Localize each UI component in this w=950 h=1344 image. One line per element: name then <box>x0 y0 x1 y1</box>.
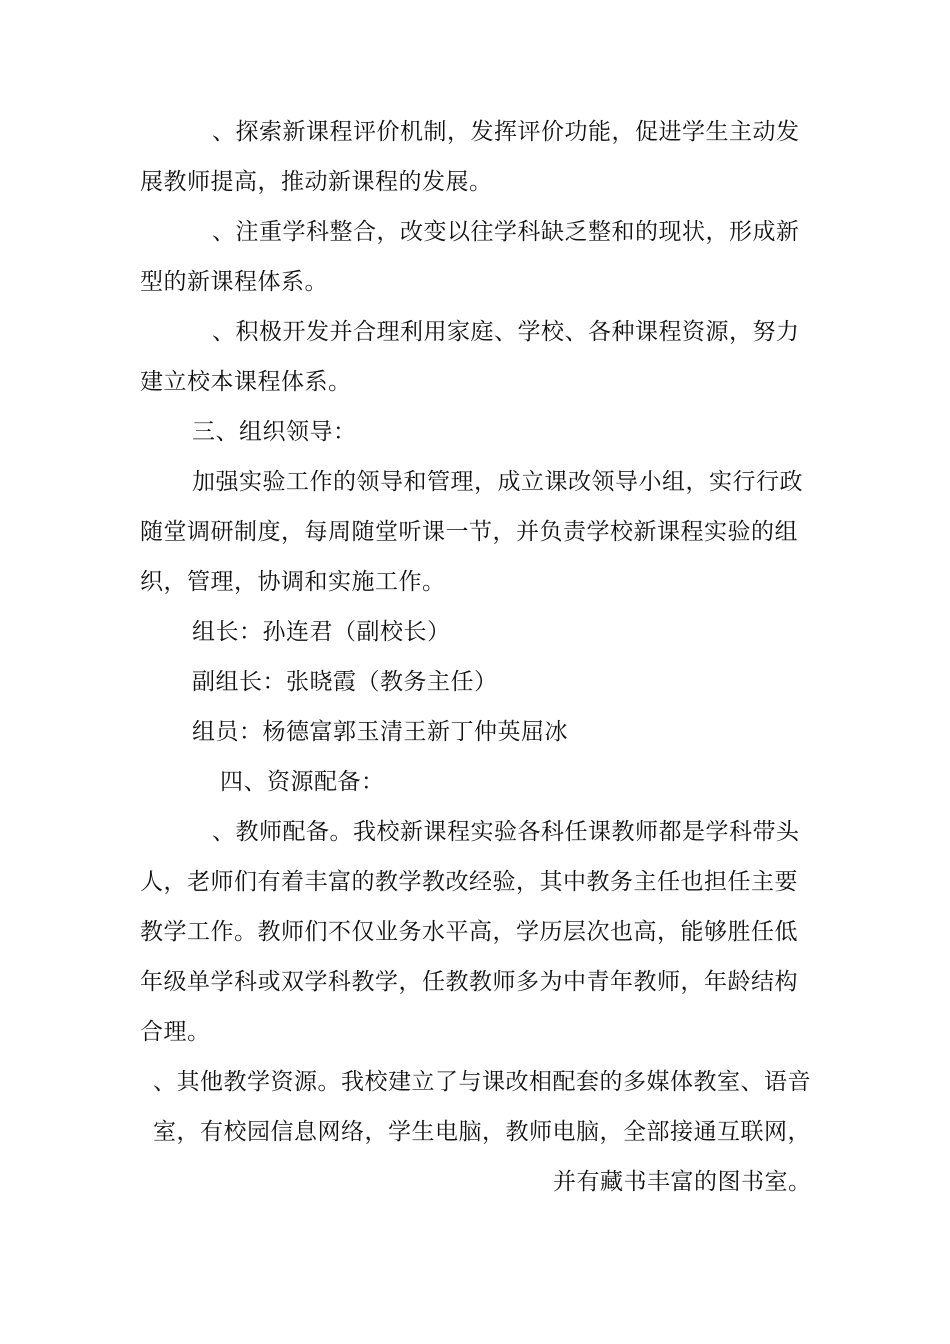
text-line-3: 、注重学科整合，改变以往学科缺乏整和的现状，形成新 <box>212 219 800 245</box>
text-line-1: 、探索新课程评价机制，发挥评价功能，促进学生主动发 <box>212 119 800 145</box>
text-line-17: 教学工作。教师们不仅业务水平高，学历层次也高，能够胜任低 <box>140 919 798 945</box>
text-line-22: 并有藏书丰富的图书室。 <box>553 1169 812 1195</box>
group-leader: 组长：孙连君（副校长） <box>192 619 451 645</box>
text-line-18: 年级单学科或双学科教学，任教教师多为中青年教师，年龄结构 <box>140 969 798 995</box>
text-line-5: 、积极开发并合理利用家庭、学校、各种课程资源，努力 <box>212 319 800 345</box>
deputy-group-leader: 副组长：张晓霞（教务主任） <box>192 669 498 695</box>
text-line-9: 随堂调研制度，每周随堂听课一节，并负责学校新课程实验的组 <box>140 519 798 545</box>
section-heading-3: 三、组织领导： <box>192 419 357 445</box>
text-line-21: 室，有校园信息网络，学生电脑，教师电脑，全部接通互联网， <box>153 1119 811 1145</box>
text-line-4: 型的新课程体系。 <box>140 269 328 295</box>
text-line-8: 加强实验工作的领导和管理，成立课改领导小组，实行行政 <box>192 469 803 495</box>
group-members: 组员：杨德富郭玉清王新丁仲英屈冰 <box>192 719 568 745</box>
text-line-20: 、其他教学资源。我校建立了与课改相配套的多媒体教室、语音 <box>153 1069 811 1095</box>
text-line-2: 展教师提高，推动新课程的发展。 <box>140 169 493 195</box>
text-line-15: 、教师配备。我校新课程实验各科任课教师都是学科带头 <box>212 819 800 845</box>
text-line-16: 人，老师们有着丰富的教学教改经验，其中教务主任也担任主要 <box>140 869 798 895</box>
section-heading-4: 四、资源配备： <box>220 769 385 795</box>
text-line-6: 建立校本课程体系。 <box>140 369 352 395</box>
text-line-10: 织，管理，协调和实施工作。 <box>140 569 446 595</box>
text-line-19: 合理。 <box>140 1019 211 1045</box>
